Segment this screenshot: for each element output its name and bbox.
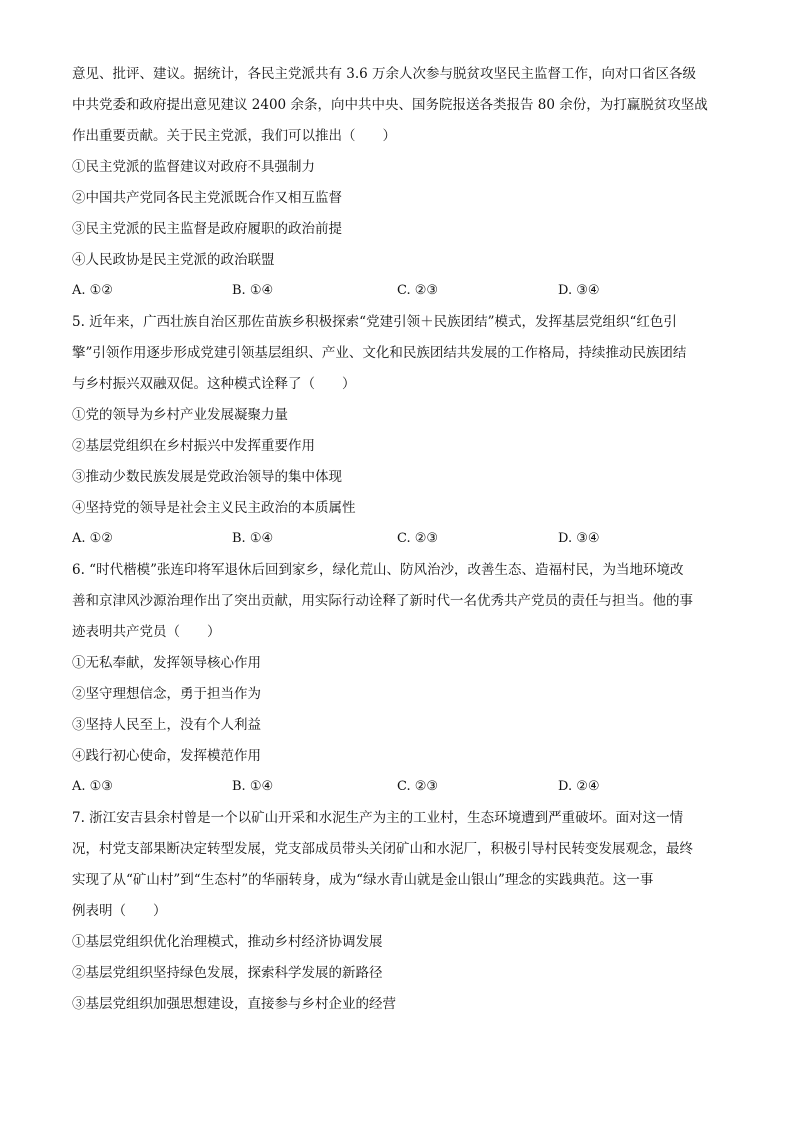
statement-1: ①基层党组织优化治理模式，推动乡村经济协调发展 [72, 934, 383, 950]
option-d[interactable]: D. ③④ [558, 283, 600, 298]
question-stem-line: 迹表明共产党员（ ） [72, 624, 221, 640]
statement-4: ④践行初心使命，发挥模范作用 [72, 748, 261, 764]
statement-1: ①民主党派的监督建议对政府不具强制力 [72, 159, 315, 175]
question-6 [72, 558, 728, 806]
option-c[interactable]: C. ②③ [397, 779, 439, 794]
question-stem-line: 擎”引领作用逐步形成党建引领基层组织、产业、文化和民族团结共发展的工作格局，持续推动民族团结 [72, 345, 687, 361]
statement-3: ③坚持人民至上，没有个人利益 [72, 717, 261, 733]
option-a[interactable]: A. ①② [72, 531, 113, 546]
option-a[interactable]: A. ①② [72, 283, 113, 298]
question-stem-line: 6. “时代楷模”张连印将军退休后回到家乡，绿化荒山、防风治沙，改善生态、造福村民，为当地环境改 [72, 562, 684, 578]
statement-3: ③推动少数民族发展是党政治领导的集中体现 [72, 469, 342, 485]
question-stem-line: 实现了从“矿山村”到“生态村”的华丽转身，成为“绿水青山就是金山银山”理念的实践典范。这一事 [72, 872, 654, 888]
statement-3: ③基层党组织加强思想建设，直接参与乡村企业的经营 [72, 996, 396, 1012]
option-d[interactable]: D. ②④ [558, 779, 600, 794]
statement-3: ③民主党派的民主监督是政府履职的政治前提 [72, 221, 342, 237]
statement-1: ①无私奉献，发挥领导核心作用 [72, 655, 261, 671]
statement-2: ②基层党组织在乡村振兴中发挥重要作用 [72, 438, 315, 454]
option-c[interactable]: C. ②③ [397, 283, 439, 298]
question-stem-line: 意见、批评、建议。据统计，各民主党派共有 3.6 万余人次参与脱贫攻坚民主监督工作，向对口省区各级 [72, 66, 697, 82]
statement-2: ②坚守理想信念，勇于担当作为 [72, 686, 261, 702]
question-5 [72, 310, 728, 558]
statement-2: ②基层党组织坚持绿色发展，探索科学发展的新路径 [72, 965, 383, 981]
question-stem-line: 善和京津风沙源治理作出了突出贡献，用实际行动诠释了新时代一名优秀共产党员的责任与担当。他的事 [72, 593, 693, 609]
question-stem-line: 作出重要贡献。关于民主党派，我们可以推出（ ） [72, 128, 396, 144]
question-stem-line: 况，村党支部果断决定转型发展，党支部成员带头关闭矿山和水泥厂，积极引导村民转变发展观念，最终 [72, 841, 693, 857]
answer-options [72, 775, 728, 806]
answer-options [72, 527, 728, 558]
question-stem-line: 5. 近年来，广西壮族自治区那佐苗族乡积极探索“党建引领＋民族团结”模式，发挥基层党组织“红色引 [72, 314, 677, 330]
statement-1: ①党的领导为乡村产业发展凝聚力量 [72, 407, 288, 423]
question-stem-line: 例表明（ ） [72, 903, 167, 919]
option-b[interactable]: B. ①④ [232, 779, 274, 794]
statement-2: ②中国共产党同各民主党派既合作又相互监督 [72, 190, 342, 206]
answer-options [72, 279, 728, 310]
statement-4: ④人民政协是民主党派的政治联盟 [72, 252, 275, 268]
question-7 [72, 806, 728, 1023]
option-a[interactable]: A. ①③ [72, 779, 113, 794]
option-d[interactable]: D. ③④ [558, 531, 600, 546]
question-stem-line: 中共党委和政府提出意见建议 2400 余条，向中共中央、国务院报送各类报告 80 余份，为打赢脱贫攻坚战 [72, 97, 708, 113]
question-stem-line: 7. 浙江安吉县余村曾是一个以矿山开采和水泥生产为主的工业村，生态环境遭到严重破坏。面对这一情 [72, 810, 684, 826]
option-c[interactable]: C. ②③ [397, 531, 439, 546]
statement-4: ④坚持党的领导是社会主义民主政治的本质属性 [72, 500, 356, 516]
exam-page [72, 62, 728, 1023]
option-b[interactable]: B. ①④ [232, 531, 274, 546]
option-b[interactable]: B. ①④ [232, 283, 274, 298]
question-stem-line: 与乡村振兴双融双促。这种模式诠释了（ ） [72, 376, 356, 392]
question-4 [72, 62, 728, 310]
